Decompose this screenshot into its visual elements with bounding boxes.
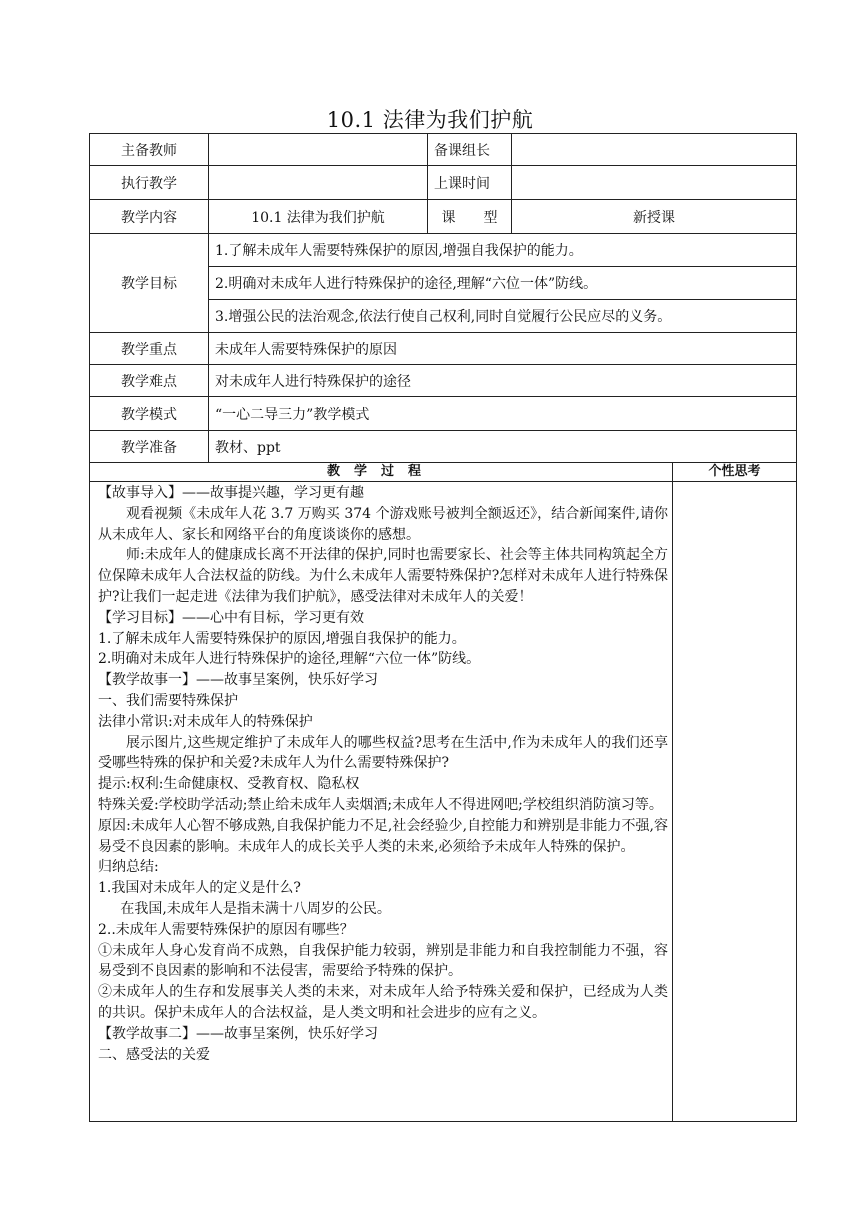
teaching-process-table (89, 462, 797, 1122)
main-teacher-value (209, 134, 428, 166)
page-title: 10.1 法律为我们护航 (326, 108, 534, 132)
process-header-text: 教学过程 (326, 464, 435, 479)
process-body (90, 482, 673, 1122)
paragraph: 归纳总结: (98, 859, 159, 876)
paragraph: 展示图片,这些规定维护了未成年人的哪些权益?思考在生活中,作为未成年人的我们还享受哪些特殊的保护和关爱?未成年人为什么需要特殊保护? (98, 734, 668, 772)
goal-item: 3.增强公民的法治观念,依法行使自己权利,同时自觉履行公民应尽的义务。 (215, 309, 672, 325)
mode-label: 教学模式 (90, 397, 209, 431)
executor-value (209, 166, 428, 200)
process-header (90, 463, 673, 482)
paragraph: 原因:未成年人心智不够成熟,自我保护能力不足,社会经验少,自控能力和辨别是非能力不强,容易受不良因素的影响。未成年人的成长关乎人类的未来,必须给予未成年人特殊的保护。 (98, 817, 668, 855)
answer: ①未成年人身心发育尚不成熟，自我保护能力较弱，辨别是非能力和自我控制能力不强，容易受到不良因素的影响和不法侵害，需要给予特殊的保护。 (98, 942, 668, 980)
side-header: 个性思考 (673, 463, 797, 482)
subsection-heading: 二、感受法的关爱 (98, 1046, 210, 1063)
prep-label: 教学准备 (90, 431, 209, 463)
paragraph: 提示:权利:生命健康权、受教育权、隐私权 (98, 776, 360, 793)
paragraph: 观看视频《未成年人花 3.7 万购买 374 个游戏账号被判全额返还》，结合新闻案件,请你从未成年人、家长和网络平台的角度谈谈你的感想。 (98, 505, 668, 543)
content-value: 10.1 法律为我们护航 (209, 200, 428, 234)
section-heading: 【故事导入】——故事提兴趣，学习更有趣 (98, 485, 364, 501)
goal-item: 1.了解未成年人需要特殊保护的原因,增强自我保护的能力。 (209, 234, 796, 267)
subsection-heading: 一、我们需要特殊保护 (98, 692, 238, 709)
group-leader-label: 备课组长 (428, 134, 512, 166)
difficulty-label: 教学难点 (90, 365, 209, 397)
paragraph: 特殊关爱:学校助学活动;禁止给未成年人卖烟酒;未成年人不得进网吧;学校组织消防演习等。 (98, 796, 663, 813)
paragraph: 法律小常识:对未成年人的特殊保护 (98, 713, 313, 730)
group-leader-value (512, 134, 797, 166)
answer: ②未成年人的生存和发展事关人类的未来，对未成年人给予特殊关爱和保护，已经成为人类的共识。保护未成年人的合法权益，是人类文明和社会进步的应有之义。 (98, 984, 668, 1021)
goal-item: 2.明确对未成年人进行特殊保护的途径,理解“六位一体”防线。 (209, 267, 796, 300)
section-heading: 【教学故事二】——故事呈案例，快乐好学习 (98, 1025, 378, 1042)
question: 2..未成年人需要特殊保护的原因有哪些？ (98, 921, 354, 938)
key-point-label: 教学重点 (90, 333, 209, 365)
type-value: 新授课 (512, 200, 797, 234)
class-time-value (512, 166, 797, 200)
prep-value: 教材、ppt (209, 431, 797, 463)
answer: 在我国,未成年人是指未满十八周岁的公民。 (120, 900, 391, 917)
key-point-value: 未成年人需要特殊保护的原因 (209, 333, 797, 365)
list-item: 2.明确对未成年人进行特殊保护的途径,理解“六位一体”防线。 (98, 651, 481, 668)
goals-list (209, 234, 797, 333)
goals-label: 教学目标 (90, 234, 209, 333)
lesson-plan-table (89, 133, 796, 1122)
executor-label: 执行教学 (90, 166, 209, 200)
mode-value: “一心二导三力”教学模式 (209, 397, 797, 431)
section-heading: 【学习目标】——心中有目标，学习更有效 (98, 609, 364, 626)
lesson-info-table (89, 133, 797, 463)
list-item: 1.了解未成年人需要特殊保护的原因,增强自我保护的能力。 (98, 630, 466, 647)
side-notes (673, 482, 797, 1122)
class-time-label: 上课时间 (428, 166, 512, 200)
question: 1.我国对未成年人的定义是什么? (98, 880, 301, 897)
paragraph: 师:未成年人的健康成长离不开法律的保护,同时也需要家长、社会等主体共同构筑起全方位保障未成年人合法权益的防线。为什么未成年人需要特殊保护?怎样对未成年人进行特殊保护?让我们一起走进《法律为我们护航》，感受法律对未成年人的关爱！ (98, 547, 668, 605)
type-label: 课 型 (428, 200, 512, 234)
content-label: 教学内容 (90, 200, 209, 234)
section-heading: 【教学故事一】——故事呈案例，快乐好学习 (98, 672, 378, 689)
difficulty-value: 对未成年人进行特殊保护的途径 (209, 365, 797, 397)
main-teacher-label: 主备教师 (90, 134, 209, 166)
